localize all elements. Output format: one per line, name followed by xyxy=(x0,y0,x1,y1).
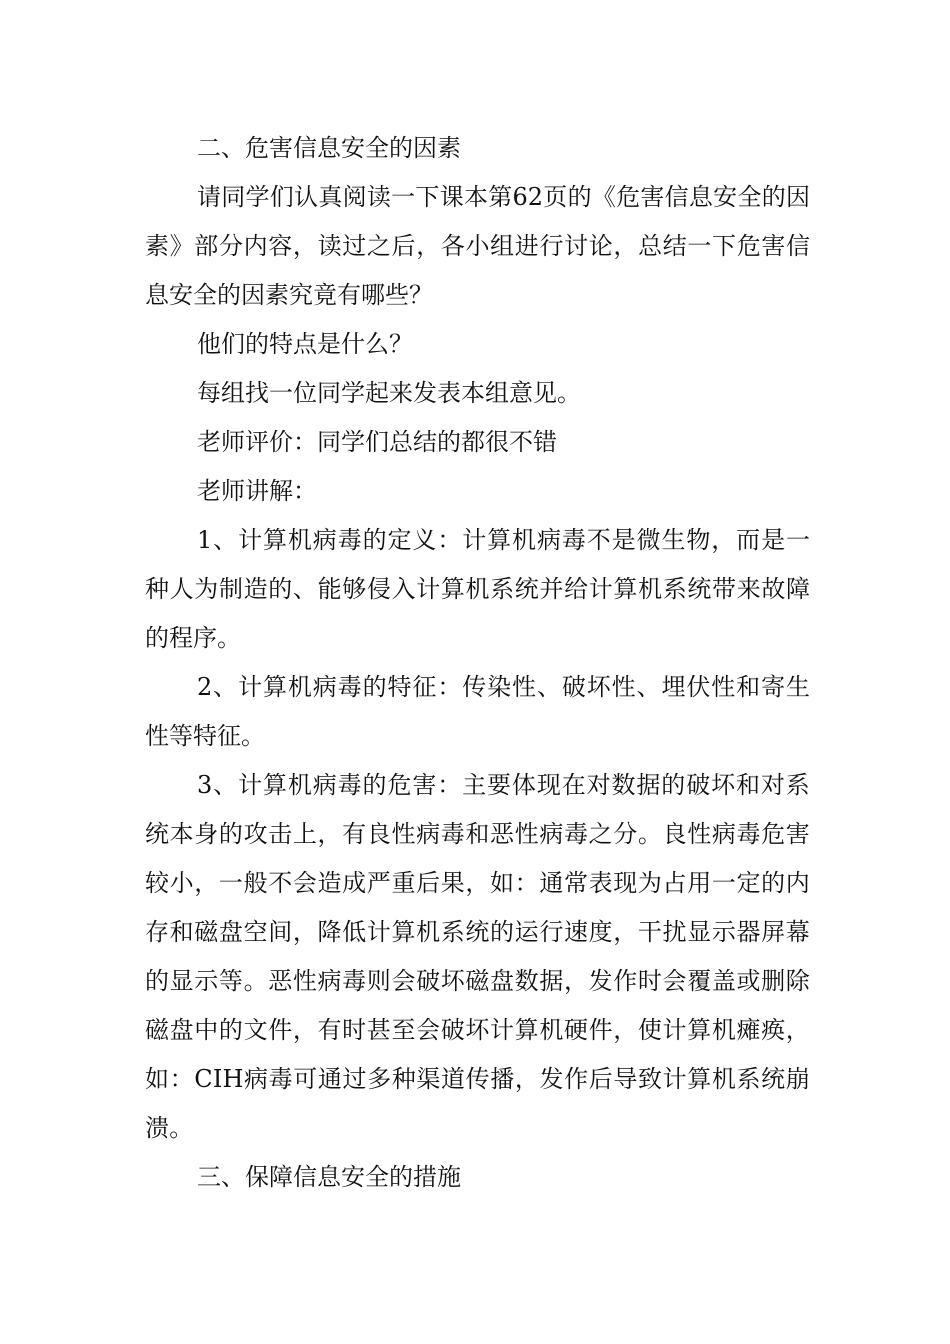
document-body xyxy=(145,124,810,1202)
section-heading-measures: 三、保障信息安全的措施 xyxy=(197,1163,461,1191)
paragraph-virus-definition: 1、计算机病毒的定义：计算机病毒不是微生物，而是一种人为制造的、能够侵入计算机系统并给计算机系统带来故障的程序。 xyxy=(145,526,810,652)
paragraph-group-opinion: 每组找一位同学起来发表本组意见。 xyxy=(197,379,581,407)
paragraph-virus-features: 2、计算机病毒的特征：传染性、破坏性、埋伏性和寄生性等特征。 xyxy=(145,673,810,750)
paragraph-virus-harm: 3、计算机病毒的危害：主要体现在对数据的破坏和对系统本身的攻击上，有良性病毒和恶性病毒之分。良性病毒危害较小，一般不会造成严重后果，如：通常表现为占用一定的内存和磁盘空间，降低计算机系统的运行速度，干扰显示器屏幕的显示等。恶性病毒则会破坏磁盘数据，发作时会覆盖或删除磁盘中的文件，有时甚至会破坏计算机硬件，使计算机瘫痪，如：CIH病毒可通过多种渠道传播，发作后导致计算机系统崩溃。 xyxy=(145,771,810,1142)
paragraph-teacher-evaluation: 老师评价：同学们总结的都很不错 xyxy=(197,428,557,456)
paragraph-teacher-explanation: 老师讲解： xyxy=(197,477,317,505)
paragraph-reading-task: 请同学们认真阅读一下课本第62页的《危害信息安全的因素》部分内容，读过之后，各小组进行讨论，总结一下危害信息安全的因素究竟有哪些？ xyxy=(145,183,810,309)
section-heading-threats: 二、危害信息安全的因素 xyxy=(197,134,461,162)
paragraph-question: 他们的特点是什么？ xyxy=(197,330,413,358)
